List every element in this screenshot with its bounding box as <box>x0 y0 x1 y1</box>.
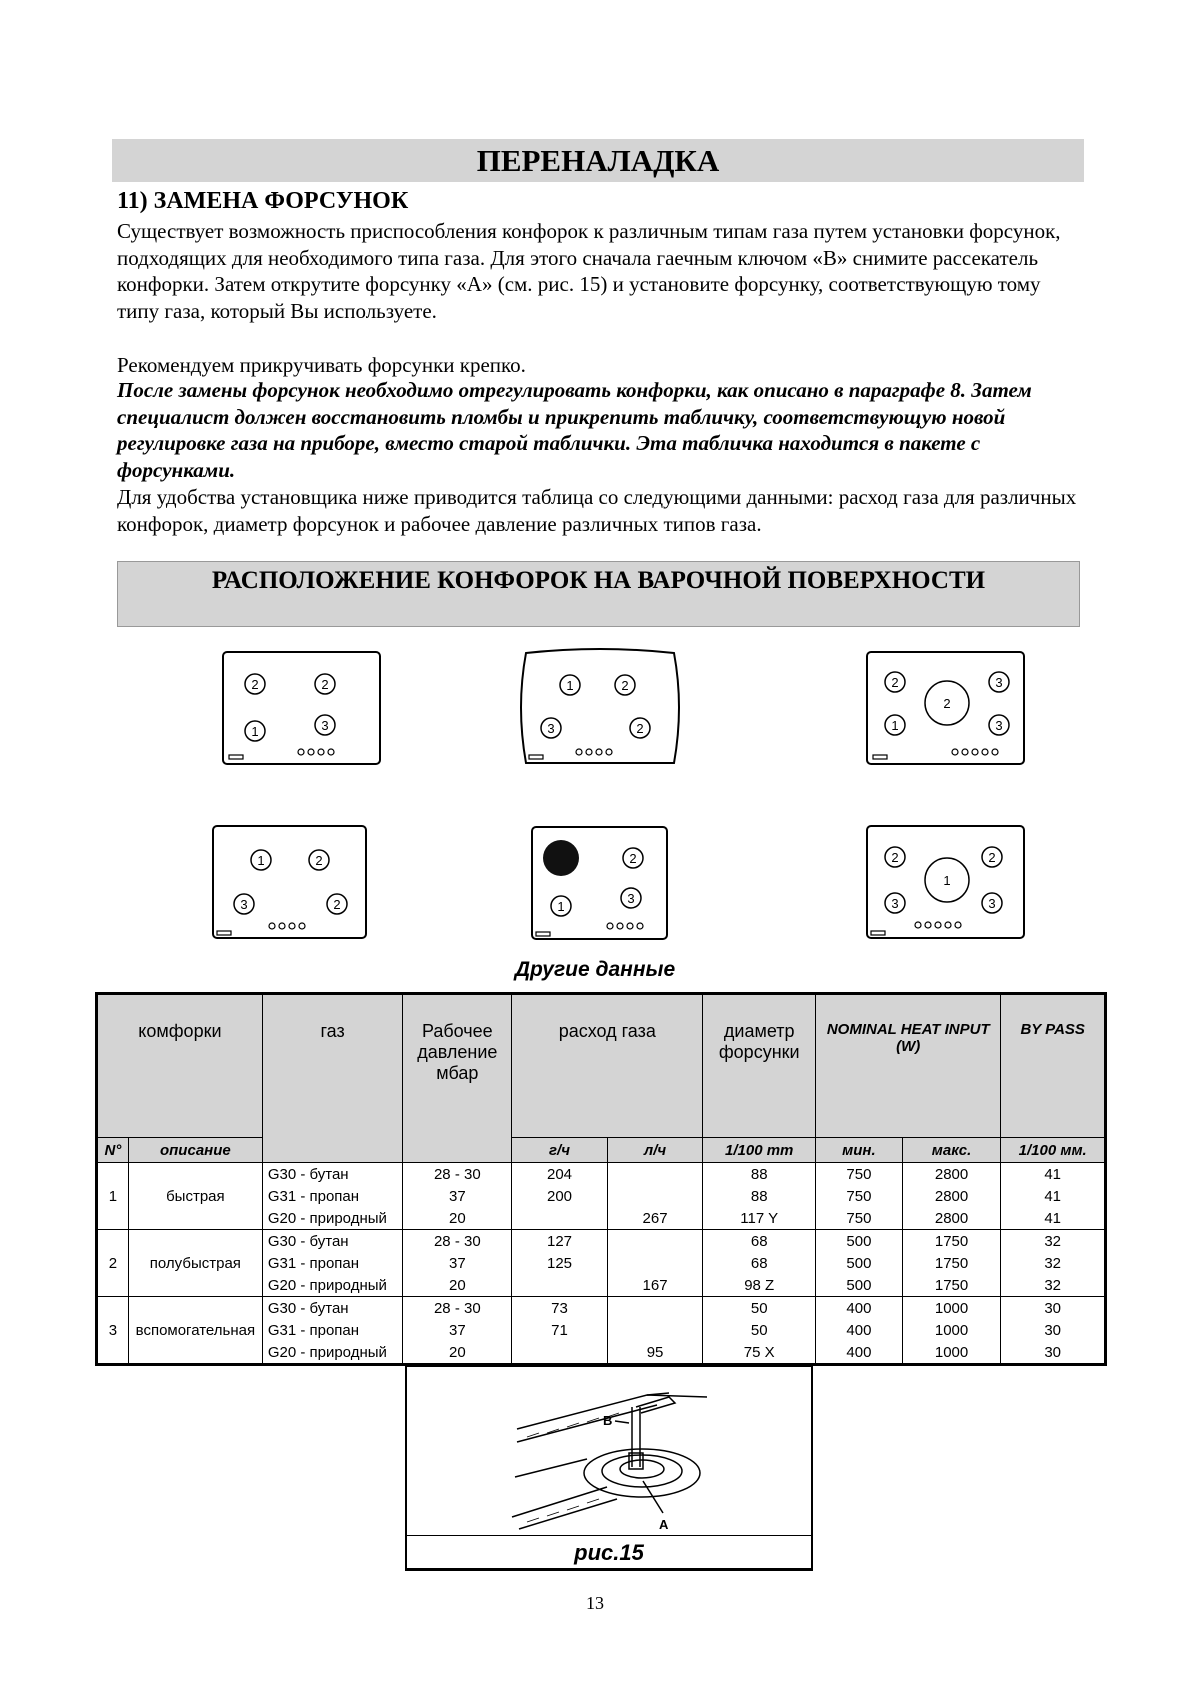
pressure-value: 28 - 30 <box>403 1230 512 1253</box>
bypass-value: 30 <box>1001 1297 1106 1320</box>
max-value: 1000 <box>902 1341 1001 1365</box>
burner-number: 1 <box>257 853 265 868</box>
pressure-value: 28 - 30 <box>403 1297 512 1320</box>
header-nominal: NOMINAL HEAT INPUT (W) <box>816 994 1001 1138</box>
burner-number: 3 <box>891 896 899 911</box>
diameter-value: 50 <box>703 1319 816 1341</box>
subheader-no: N° <box>97 1138 129 1163</box>
burner-number: 2 <box>321 677 329 692</box>
gas-spec-table <box>95 992 1107 1366</box>
burner-number: 2 <box>621 678 629 693</box>
subheader-max: макс. <box>902 1138 1001 1163</box>
gh-value <box>512 1207 608 1230</box>
pressure-value: 37 <box>403 1252 512 1274</box>
lh-value <box>607 1252 703 1274</box>
pressure-value: 28 - 30 <box>403 1163 512 1186</box>
diameter-value: 75 X <box>703 1341 816 1365</box>
figure-caption: рис.15 <box>405 1535 813 1571</box>
burner-number: 2 <box>251 677 259 692</box>
max-value: 2800 <box>902 1185 1001 1207</box>
table-header-row <box>97 994 1106 1138</box>
bypass-value: 32 <box>1001 1252 1106 1274</box>
max-value: 1750 <box>902 1274 1001 1297</box>
max-value: 1000 <box>902 1319 1001 1341</box>
max-value: 1750 <box>902 1252 1001 1274</box>
hob-layout-3 <box>866 651 1026 771</box>
burner-number: 2 <box>891 850 899 865</box>
recommend-paragraph: Рекомендуем прикручивать форсунки крепко. <box>117 353 526 377</box>
table-row <box>97 1163 1106 1186</box>
gh-value: 71 <box>512 1319 608 1341</box>
other-data-title: Другие данные <box>514 958 676 981</box>
burner-number: 1 <box>566 678 574 693</box>
warning-paragraph: После замены форсунок необходимо отрегулировать конфорки, как описано в параграфе 8. Затем специалист должен восстановить пломбы и прикрепить табличку, соответствующую новой регулировке газа на приборе, вместо старой таблички. Эта табличка находится в пакете с форсунками. <box>117 378 1032 482</box>
header-bypass: BY PASS <box>1001 994 1106 1138</box>
pressure-value: 37 <box>403 1319 512 1341</box>
diameter-value: 68 <box>703 1230 816 1253</box>
subheader-diam-unit: 1/100 mm <box>703 1138 816 1163</box>
gh-value: 125 <box>512 1252 608 1274</box>
min-value: 400 <box>816 1297 903 1320</box>
burner-no: 3 <box>97 1297 129 1365</box>
hob-layout-1 <box>222 651 382 771</box>
lh-value <box>607 1319 703 1341</box>
pressure-value: 20 <box>403 1274 512 1297</box>
nozzle-illustration <box>407 1367 811 1537</box>
diameter-value: 98 Z <box>703 1274 816 1297</box>
gh-value: 127 <box>512 1230 608 1253</box>
gh-value: 200 <box>512 1185 608 1207</box>
burner-number: 2 <box>629 851 637 866</box>
page-number: 13 <box>586 1593 604 1613</box>
hob-layout-4 <box>212 825 368 945</box>
min-value: 750 <box>816 1207 903 1230</box>
burner-number: 3 <box>988 896 996 911</box>
lh-value <box>607 1163 703 1186</box>
bypass-value: 30 <box>1001 1319 1106 1341</box>
header-burners: комфорки <box>97 994 263 1138</box>
max-value: 2800 <box>902 1163 1001 1186</box>
solid-hotplate <box>543 840 579 876</box>
lh-value: 267 <box>607 1207 703 1230</box>
bypass-value: 41 <box>1001 1207 1106 1230</box>
burner-number: 2 <box>636 721 644 736</box>
lh-value <box>607 1230 703 1253</box>
hob-layout-2 <box>518 651 683 771</box>
gas-type: G20 - природный <box>262 1274 403 1297</box>
table-row <box>97 1297 1106 1320</box>
diameter-value: 68 <box>703 1252 816 1274</box>
diameter-value: 88 <box>703 1163 816 1186</box>
burner-number: 2 <box>315 853 323 868</box>
table-subheader-row <box>97 1138 1106 1163</box>
burner-desc: вспомогательная <box>128 1297 262 1365</box>
hob-layout-5 <box>531 826 669 946</box>
burner-desc: полубыстрая <box>128 1230 262 1297</box>
gas-type: G20 - природный <box>262 1207 403 1230</box>
min-value: 400 <box>816 1341 903 1365</box>
burner-number: 2 <box>943 696 951 711</box>
bypass-value: 41 <box>1001 1163 1106 1186</box>
gas-type: G30 - бутан <box>262 1230 403 1253</box>
pressure-value: 37 <box>403 1185 512 1207</box>
min-value: 400 <box>816 1319 903 1341</box>
subheader-lh: л/ч <box>607 1138 703 1163</box>
page-title: ПЕРЕНАЛАДКА <box>112 139 1084 182</box>
pressure-value: 20 <box>403 1207 512 1230</box>
burner-number: 1 <box>891 718 899 733</box>
layout-heading: РАСПОЛОЖЕНИЕ КОНФОРОК НА ВАРОЧНОЙ ПОВЕРХНОСТИ <box>117 561 1080 627</box>
gas-type: G30 - бутан <box>262 1163 403 1186</box>
burner-number: 2 <box>988 850 996 865</box>
header-consumption: расход газа <box>512 994 703 1138</box>
bypass-value: 30 <box>1001 1341 1106 1365</box>
gas-type: G20 - природный <box>262 1341 403 1365</box>
bypass-value: 32 <box>1001 1230 1106 1253</box>
gas-type: G30 - бутан <box>262 1297 403 1320</box>
lh-value: 95 <box>607 1341 703 1365</box>
burner-number: 3 <box>995 718 1003 733</box>
gh-value <box>512 1274 608 1297</box>
pressure-value: 20 <box>403 1341 512 1365</box>
burner-number: 3 <box>321 718 329 733</box>
burner-number: 3 <box>240 897 248 912</box>
gh-value <box>512 1341 608 1365</box>
diameter-value: 117 Y <box>703 1207 816 1230</box>
header-gas: газ <box>262 994 403 1163</box>
section-heading: 11) ЗАМЕНА ФОРСУНОК <box>117 188 409 214</box>
min-value: 500 <box>816 1274 903 1297</box>
lh-value: 167 <box>607 1274 703 1297</box>
burner-number: 1 <box>251 724 259 739</box>
max-value: 1000 <box>902 1297 1001 1320</box>
label-b: B <box>603 1413 613 1428</box>
burner-no: 2 <box>97 1230 129 1297</box>
lh-value <box>607 1185 703 1207</box>
lh-value <box>607 1297 703 1320</box>
min-value: 500 <box>816 1230 903 1253</box>
diameter-value: 50 <box>703 1297 816 1320</box>
table-row <box>97 1230 1106 1253</box>
min-value: 750 <box>816 1185 903 1207</box>
label-a: A <box>659 1517 669 1532</box>
burner-number: 2 <box>891 675 899 690</box>
min-value: 500 <box>816 1252 903 1274</box>
gh-value: 204 <box>512 1163 608 1186</box>
hob-layout-6 <box>866 825 1026 945</box>
burner-number: 3 <box>627 891 635 906</box>
burner-desc: быстрая <box>128 1163 262 1230</box>
diameter-value: 88 <box>703 1185 816 1207</box>
header-diameter: диаметр форсунки <box>703 994 816 1138</box>
subheader-desc: описание <box>128 1138 262 1163</box>
burner-number: 1 <box>557 899 565 914</box>
gas-type: G31 - пропан <box>262 1185 403 1207</box>
burner-number: 3 <box>995 675 1003 690</box>
gas-type: G31 - пропан <box>262 1252 403 1274</box>
bypass-value: 32 <box>1001 1274 1106 1297</box>
min-value: 750 <box>816 1163 903 1186</box>
subheader-gh: г/ч <box>512 1138 608 1163</box>
burner-no: 1 <box>97 1163 129 1230</box>
subheader-bypass-unit: 1/100 мм. <box>1001 1138 1106 1163</box>
bypass-value: 41 <box>1001 1185 1106 1207</box>
header-pressure: Рабочее давление мбар <box>403 994 512 1163</box>
gas-type: G31 - пропан <box>262 1319 403 1341</box>
burner-number: 2 <box>333 897 341 912</box>
gh-value: 73 <box>512 1297 608 1320</box>
max-value: 2800 <box>902 1207 1001 1230</box>
table-intro-paragraph: Для удобства установщика ниже приводится таблица со следующими данными: расход газа для различных конфорок, диаметр форсунок и рабочее давление различных типов газа. <box>117 485 1077 536</box>
intro-paragraph: Существует возможность приспособления конфорок к различным типам газа путем установки форсунок, подходящих для необходимого типа газа. Для этого сначала гаечным ключом «B» снимите рассекатель конфорки. Затем открутите форсунку «A» (см. рис. 15) и установите форсунку, соответствующую тому типу газа, который Вы используете. <box>117 219 1061 323</box>
burner-number: 3 <box>547 721 555 736</box>
burner-number: 1 <box>943 873 951 888</box>
max-value: 1750 <box>902 1230 1001 1253</box>
subheader-min: мин. <box>816 1138 903 1163</box>
